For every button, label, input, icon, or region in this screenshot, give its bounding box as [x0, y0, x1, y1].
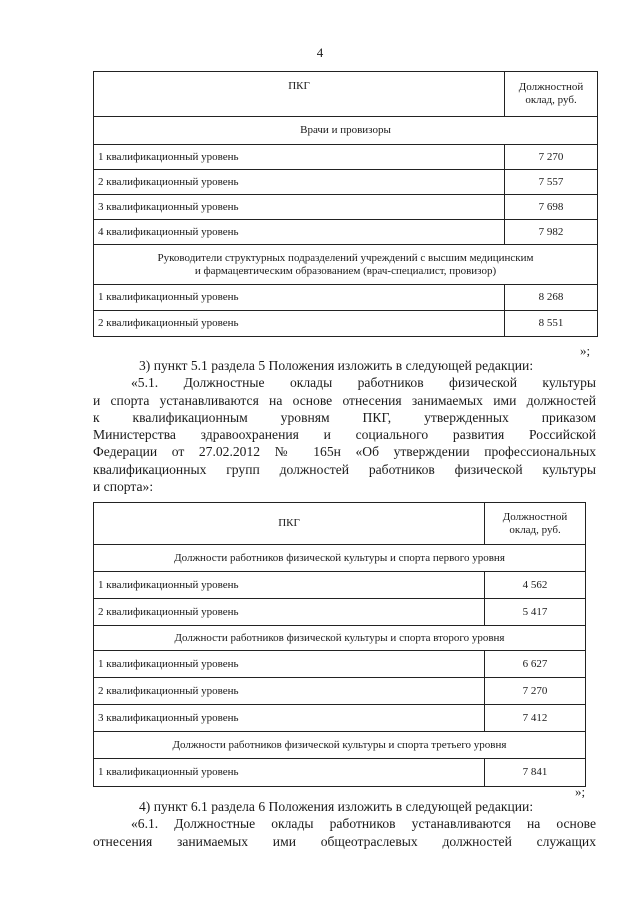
group-third-level: Должности работников физической культуры и спорта третьего уровня: [94, 732, 586, 759]
table-row: [94, 195, 598, 220]
paragraph-line: к квалификационным уровням ПКГ, утвержденных приказом: [93, 409, 596, 425]
header-salary-line1: Должностной: [502, 510, 568, 523]
paragraph-item-4: [93, 798, 596, 850]
salary-cell: 7 982: [505, 220, 598, 245]
header-pkg: ПКГ: [94, 72, 505, 117]
table-row: [94, 170, 598, 195]
table-row: [94, 599, 586, 626]
table-row: [94, 705, 586, 732]
level-cell: 1 квалификационный уровень: [94, 145, 505, 170]
paragraph-line: квалификационных групп должностей работников физической культуры: [93, 461, 596, 477]
salary-table-medical: [93, 71, 598, 337]
paragraph-line: «6.1. Должностные оклады работников устанавливаются на основе: [131, 816, 596, 832]
level-cell: 3 квалификационный уровень: [94, 705, 485, 732]
header-salary-line2: оклад, руб.: [525, 94, 577, 106]
level-cell: 1 квалификационный уровень: [94, 285, 505, 311]
salary-cell: 7 270: [485, 678, 586, 705]
paragraph-intro: 4) пункт 6.1 раздела 6 Положения изложить в следующей редакции:: [139, 799, 534, 814]
page-number: 4: [316, 45, 324, 60]
table-row: [94, 311, 598, 337]
paragraph-line: «5.1. Должностные оклады работников физической культуры: [131, 375, 596, 391]
header-salary-line2: оклад, руб.: [509, 523, 561, 536]
group-doctors: Врачи и провизоры: [94, 117, 598, 145]
group-row: [94, 545, 586, 572]
header-pkg: ПКГ: [94, 503, 485, 545]
paragraph-line: Федерации от 27.02.2012 № 165н «Об утверждении профессиональных: [93, 444, 596, 460]
paragraph-line: и спорта устанавливаются на основе отнесения занимаемых ими должностей: [93, 392, 596, 408]
table-row: [94, 220, 598, 245]
header-salary: [505, 72, 598, 117]
paragraph-intro: 3) пункт 5.1 раздела 5 Положения изложить в следующей редакции:: [139, 358, 534, 373]
table-row: [94, 678, 586, 705]
level-cell: 4 квалификационный уровень: [94, 220, 505, 245]
group-row: [94, 626, 586, 651]
level-cell: 2 квалификационный уровень: [94, 170, 505, 195]
header-salary: [485, 503, 586, 545]
salary-cell: 8 551: [505, 311, 598, 337]
level-cell: 1 квалификационный уровень: [94, 572, 485, 599]
group-line1: Руководители структурных подразделений учреждений с высшим медицинским: [157, 251, 534, 264]
salary-cell: 7 698: [505, 195, 598, 220]
salary-table-sport: [93, 502, 586, 787]
level-cell: 1 квалификационный уровень: [94, 651, 485, 678]
table-row: [94, 572, 586, 599]
table1-closing: »;: [580, 343, 591, 358]
salary-cell: 7 557: [505, 170, 598, 195]
paragraph-line: Министерства здравоохранения и социального развития Российской: [93, 427, 596, 443]
table-header-row: [94, 503, 586, 545]
level-cell: 1 квалификационный уровень: [94, 759, 485, 787]
salary-cell: 6 627: [485, 651, 586, 678]
table-row: [94, 759, 586, 787]
group-row: [94, 245, 598, 285]
table2-closing: »;: [575, 784, 586, 799]
salary-cell: 7 841: [485, 759, 586, 787]
table-row: [94, 145, 598, 170]
header-salary-line1: Должностной: [518, 81, 584, 93]
group-row: [94, 732, 586, 759]
level-cell: 2 квалификационный уровень: [94, 678, 485, 705]
paragraph-line: отнесения занимаемых ими общеотраслевых должностей служащих: [93, 833, 596, 849]
paragraph-line: и спорта»:: [93, 479, 154, 495]
group-row: [94, 117, 598, 145]
level-cell: 3 квалификационный уровень: [94, 195, 505, 220]
level-cell: 2 квалификационный уровень: [94, 311, 505, 337]
salary-cell: 5 417: [485, 599, 586, 626]
table-row: [94, 651, 586, 678]
table-row: [94, 285, 598, 311]
table-header-row: [94, 72, 598, 117]
level-cell: 2 квалификационный уровень: [94, 599, 485, 626]
group-department-heads: [94, 245, 598, 285]
paragraph-item-3: [93, 357, 596, 495]
salary-cell: 7 412: [485, 705, 586, 732]
salary-cell: 8 268: [505, 285, 598, 311]
group-first-level: Должности работников физической культуры и спорта первого уровня: [94, 545, 586, 572]
group-line2: и фармацевтическим образованием (врач-специалист, провизор): [194, 264, 497, 277]
salary-cell: 4 562: [485, 572, 586, 599]
salary-cell: 7 270: [505, 145, 598, 170]
group-second-level: Должности работников физической культуры и спорта второго уровня: [94, 626, 586, 651]
